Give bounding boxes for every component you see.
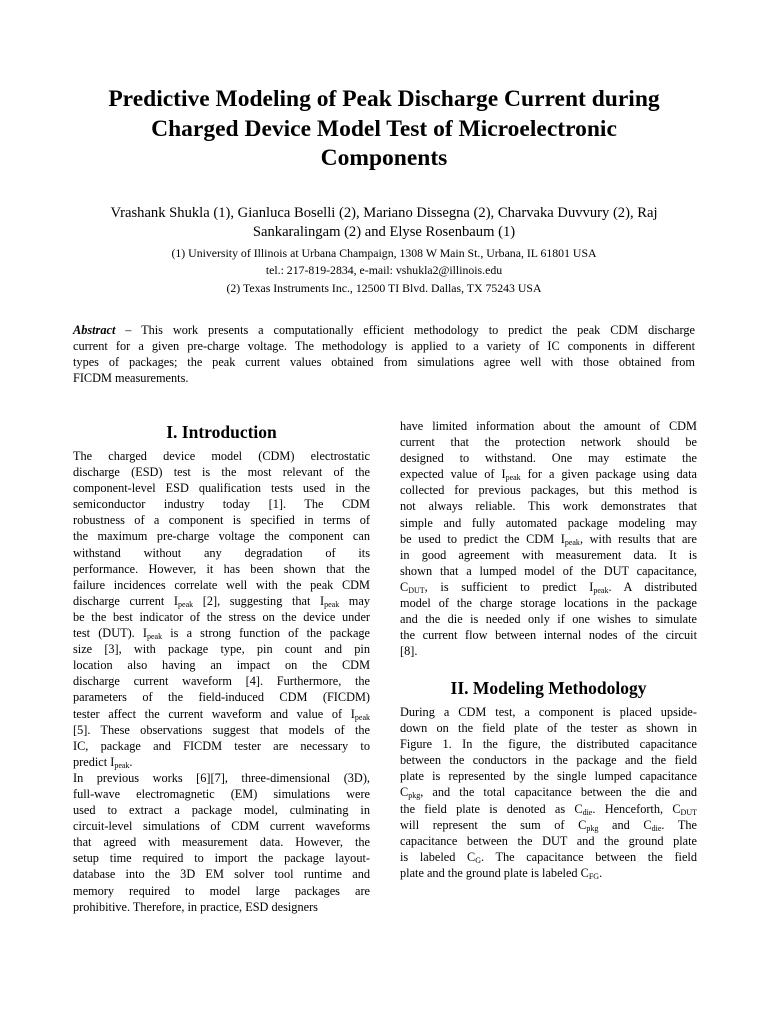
body-text-line: memory required to model large packages are <box>73 883 370 898</box>
body-text-line: In previous works [6][7], three-dimensional (3D), <box>73 770 370 785</box>
body-text-line: full-wave electromagnetic (EM) simulations were <box>73 786 370 801</box>
body-text-line: location also having an impact on the CDM <box>73 658 370 673</box>
body-text-line: simple and fully automated package modeling may <box>400 515 697 530</box>
body-text-line: size [3], with package type, pin count and pin <box>73 642 370 657</box>
body-text-line: Figure 1. In the figure, the distributed capacitance <box>400 737 697 752</box>
body-text-line: withstand without any degradation of its <box>73 545 370 560</box>
affiliation-contact: tel.: 217-819-2834, e-mail: vshukla2@illinois.edu <box>265 263 503 277</box>
body-text-line: circuit-level simulations of CDM current waveforms <box>73 819 370 834</box>
body-text-line: down on the field plate of the tester as shown in <box>400 721 697 736</box>
body-text-line: failure incidences correlate well with the peak CDM <box>73 577 370 592</box>
affiliation-2: (2) Texas Instruments Inc., 12500 TI Blvd. Dallas, TX 75243 USA <box>226 281 542 295</box>
author-line: Sankaralingam (2) and Elyse Rosenbaum (1) <box>252 224 516 240</box>
body-text-line: [8]. <box>400 644 418 659</box>
body-text-line: have limited information about the amount of CDM <box>400 419 697 433</box>
body-text-line: setup time required to import the package layout- <box>73 851 370 866</box>
abstract-dash: – <box>115 323 142 337</box>
body-text-line: robustness of a component is specified in terms of <box>73 513 370 528</box>
title-line: Charged Device Model Test of Microelectronic <box>151 115 617 142</box>
body-text-line: in good agreement with measurement data. It is <box>400 547 697 562</box>
abstract-line <box>73 322 695 338</box>
body-text-line: be used to predict the CDM $I_{peak}$, with results that are <box>400 531 697 547</box>
body-text-line: the maximum pre-charge voltage the component can <box>73 529 370 544</box>
body-text-line: $C_{DUT}$, is sufficient to predict $I_{peak}$. A distributed <box>400 579 698 595</box>
abstract-text: This work presents a computationally efficient methodology to predict the peak CDM discharge <box>141 323 695 337</box>
body-text-line: model of the charge storage locations in the package <box>400 596 697 611</box>
body-text-line: is labeled $C_G$. The capacitance between the field <box>400 849 697 865</box>
body-text-line: be the best indicator of the stress on the device under <box>73 609 370 624</box>
body-text-line: and the die is needed only if one wishes to simulate <box>400 612 697 627</box>
body-text-line: $C_{pkg}$, and the total capacitance between the die and <box>400 785 697 801</box>
body-text-line: will represent the sum of $C_{pkg}$ and $C_{die}$. The <box>400 817 698 833</box>
title-line: Components <box>320 145 448 171</box>
body-text-line: [5]. These observations suggest that models of the <box>73 722 370 737</box>
affiliation-1: (1) University of Illinois at Urbana Champaign, 1308 W Main St., Urbana, IL 61801 USA <box>171 246 597 260</box>
title-line: Predictive Modeling of Peak Discharge Current during <box>108 86 660 112</box>
body-text-line: discharge current waveform [4]. Furthermore, the <box>73 674 370 689</box>
body-text-line: test (DUT). $I_{peak}$ is a strong function of the package <box>73 626 371 642</box>
body-text-line: plate and the ground plate is labeled $C_{FG}$. <box>400 865 603 881</box>
method-body <box>400 704 697 881</box>
body-text-line: used to extract a package model, culminating in <box>73 803 370 818</box>
body-text-line: capacitance between the DUT and the ground plate <box>400 833 697 848</box>
body-text-line: that agreed with measurement data. However, the <box>73 835 370 850</box>
body-text-line: discharge current $I_{peak}$ [2], suggesting that $I_{peak}$ may <box>73 593 370 609</box>
body-text-line: not always reliable. This work demonstrates that <box>400 499 697 514</box>
body-text-line: the field plate is denoted as $C_{die}$. Henceforth, $C_{DUT}$ <box>400 801 697 817</box>
body-text-line: The charged device model (CDM) electrostatic <box>73 449 370 463</box>
body-text-line: discharge (ESD) test is the most relevant of the <box>73 465 370 480</box>
body-text-line: tester affect the current waveform and value of $I_{peak}$ <box>73 706 370 722</box>
body-text-line: During a CDM test, a component is placed upside- <box>400 705 697 719</box>
abstract-line: FICDM measurements. <box>73 371 189 386</box>
intro-body-continued <box>400 418 697 659</box>
body-text-line: component-level ESD qualification tests used in the <box>73 481 370 496</box>
body-text-line: collected for previous packages, but this method is <box>400 483 697 498</box>
body-text-line: plate is represented by the single lumped capacitance <box>400 769 697 784</box>
body-text-line: between the conductors in the package and the field <box>400 753 697 768</box>
paper-title <box>60 85 708 174</box>
abstract-line: types of packages; the peak current values obtained from simulations agree well with those obtained from <box>73 355 695 370</box>
body-text-line: expected value of $I_{peak}$ for a given package using data <box>400 467 697 483</box>
body-text-line: predict $I_{peak}$. <box>73 754 133 770</box>
author-line: Vrashank Shukla (1), Gianluca Boselli (2), Mariano Dissegna (2), Charvaka Duvvury (2), Raj <box>110 205 658 221</box>
author-list <box>60 204 708 242</box>
intro-body <box>73 448 370 915</box>
body-text-line: parameters of the field-induced CDM (FICDM) <box>73 690 370 705</box>
body-text-line: database into the 3D EM solver tool runtime and <box>73 867 370 882</box>
body-text-line: current that the protection network should be <box>400 435 697 450</box>
body-text-line: designed to withstand. One may estimate the <box>400 451 697 466</box>
method-heading: II. Modeling Methodology <box>450 678 647 698</box>
body-text-line: IC, package and FICDM tester are necessary to <box>73 738 370 753</box>
abstract-line: current for a given pre-charge voltage. The methodology is applied to a variety of IC components in different <box>73 339 695 354</box>
abstract-label: Abstract <box>73 323 116 337</box>
abstract <box>73 322 695 386</box>
body-text-line: the current flow between internal nodes of the circuit <box>400 628 697 643</box>
body-text-line: semiconductor industry today [1]. The CDM <box>73 497 370 512</box>
intro-heading: I. Introduction <box>166 422 277 442</box>
body-text-line: shown that a lumped model of the DUT capacitance, <box>400 563 697 578</box>
body-text-line: performance. However, it has been shown that the <box>73 561 370 576</box>
body-text-line: prohibitive. Therefore, in practice, ESD designers <box>73 899 318 914</box>
